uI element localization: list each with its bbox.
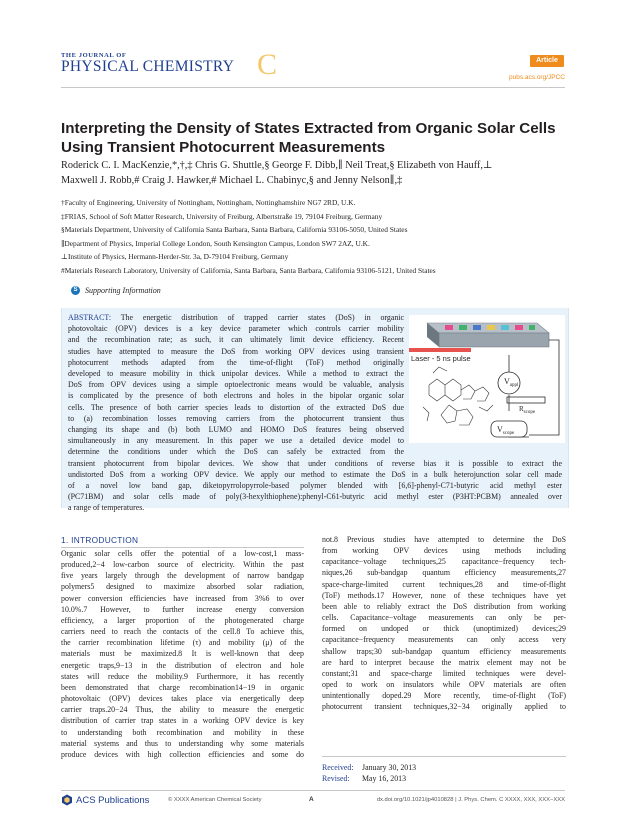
- page-number: A: [309, 796, 314, 803]
- body-line: carrier traps.20−24 Thus, the ability to measure the energetic: [61, 705, 304, 715]
- abstract-line: a range of temperatures.: [68, 503, 145, 513]
- affiliation: ‡FRIAS, School of Soft Matter Research, University of Freiburg, Albertstraße 19, 79104 Freiburg, Germany: [61, 211, 383, 221]
- abstract-label: ABSTRACT:: [68, 313, 112, 322]
- body-line: shallow traps;30 sub-bandgap quantum efficiency measurements: [322, 646, 566, 656]
- body-line: been demonstrated that charge recombination14−19 in organic: [61, 682, 304, 692]
- revised-date: May 16, 2013: [362, 774, 407, 784]
- author-list: [61, 159, 571, 188]
- laser-beam: [409, 348, 471, 352]
- body-line: oped to work on insulators while OPV materials are often: [322, 680, 566, 690]
- abstract-line: developed to measure mobility in thick unipolar devices. While a method to extract the: [68, 369, 404, 379]
- abstract-line: changing its shape and (b) both LUMO and HOMO DoS features being observed: [68, 425, 404, 435]
- body-line: from working OPV devices using methods including: [322, 546, 566, 556]
- molecule-structure: [423, 367, 493, 425]
- abstract-line: studies have attempted to measure the DoS from working OPV devices using transient: [68, 346, 404, 356]
- affiliation: †Faculty of Engineering, University of Nottingham, Nottingham, Nottinghamshire NG7 2RD, U.K.: [61, 198, 356, 207]
- copyright-notice: © XXXX American Chemical Society: [168, 797, 262, 803]
- body-line: are hard to interpret because the matrix element may not be: [322, 657, 566, 667]
- body-line: constant;31 and space-charge limited techniques were devel-: [322, 668, 566, 678]
- body-line: power conversion efficiencies have increased from 3%6 to over: [61, 593, 304, 603]
- body-line: unintentionally doped.29 More recently, time-of-flight (ToF): [322, 691, 566, 701]
- abstract-line: determine the conditions under which the DoS can safely be extracted from the: [68, 447, 404, 457]
- doi-link[interactable]: dx.doi.org/10.1021/jp4010828 | J. Phys. Chem. C XXXX, XXX, XXX−XXX: [376, 797, 565, 803]
- acs-hexagon-icon: [61, 794, 73, 806]
- body-line: efficiency, a larger proportion of the photogenerated charge: [61, 615, 304, 625]
- received-label: Received:: [322, 763, 354, 772]
- body-line: polymers5 designed to maximize absorbed solar radiation,: [61, 582, 304, 592]
- footer-divider: [61, 790, 565, 791]
- supporting-info-icon: S: [71, 286, 80, 295]
- journal-logo: [61, 48, 278, 82]
- body-line: material systems and thus to understanding why some materials: [61, 738, 304, 748]
- body-line: materials must be maximized.8 It is well-known that deep: [61, 649, 304, 659]
- acs-publications-logo[interactable]: [61, 794, 149, 806]
- journal-url-link[interactable]: pubs.acs.org/JPCC: [509, 74, 565, 81]
- affiliation: #Materials Research Laboratory, University of California, Santa Barbara, Santa Barbara, California 93106-5121, United States: [61, 265, 436, 275]
- abstract-line: (PC71BM) and solar cells made of poly(3-hexylthiophene):phenyl-C61-butyric acid methyl ester (P3HT:PCBM) annealed over: [68, 492, 562, 502]
- body-line: photocurrent transient techniques,32−34 originally applied to: [322, 702, 566, 712]
- body-column-right: [322, 534, 566, 713]
- supporting-information-link[interactable]: [71, 286, 161, 295]
- body-line: niques,26 sub-bandgap quantum efficiency measurements,27: [322, 568, 566, 578]
- received-date: January 30, 2013: [362, 763, 417, 772]
- body-line: states will reduce the mobility.9 Furthermore, it has recently: [61, 671, 304, 681]
- abstract-line: photovoltaic (OPV) devices is a key device parameter which controls carrier mobility: [68, 324, 404, 334]
- author-line: Roderick C. I. MacKenzie,*,†,‡ Chris G. Shuttle,§ George F. Dibb,∥ Neil Treat,§ Elizabeth von Hauff,⊥: [61, 160, 493, 171]
- body-line: formed on undoped or thick (unoptimized) devices;29: [322, 624, 566, 634]
- body-line: Organic solar cells offer the potential of a low-cost,1 mass-: [61, 549, 304, 558]
- resistor-label: $R_{scope}$: [519, 405, 536, 415]
- body-line: cells. Capacitance−voltage measurements can only be per-: [322, 613, 566, 623]
- body-line: to understanding both recombination and mobility in these: [61, 727, 304, 737]
- header-divider: [61, 87, 565, 88]
- body-line: five years largely through the development of narrow bandgap: [61, 571, 304, 581]
- body-line: not.8 Previous studies have attempted to determine the DoS: [322, 535, 566, 544]
- abstract-line: undistorted DoS from a working OPV device. We apply our method to estimate the DoS in a bulk heterojunction solar cell made: [68, 469, 562, 479]
- received-date-row: [322, 762, 566, 773]
- toc-graphic: [409, 315, 565, 443]
- supporting-info-label: Supporting Information: [85, 286, 161, 295]
- abstract-line: is complicated by the presence of both electrons and holes in the bipolar organic solar: [68, 391, 404, 401]
- body-line: produced,2−4 low-carbon source of electricity. Within the past: [61, 560, 304, 570]
- body-line: been able to reliably extract the DoS distribution from working: [322, 601, 566, 611]
- abstract-line: DoS from OPV devices using a simple optoelectronic means would be valuable, analysis: [68, 380, 404, 390]
- body-line: 10.0%.7 However, to further increase energy conversion: [61, 604, 304, 614]
- affiliation-list: [61, 196, 581, 277]
- device-front-face: [439, 333, 549, 347]
- revised-date-row: [322, 773, 566, 784]
- publication-dates: [322, 756, 566, 784]
- abstract-line: and the recombination rate; as such, it can ultimately limit device efficiency. Recent: [68, 335, 404, 345]
- body-column-left: [61, 548, 304, 760]
- article-type-badge: Article: [530, 55, 564, 67]
- body-line: space-charge-limited current techniques,28 and time-of-flight: [322, 579, 566, 589]
- laser-label: Laser - 5 ns pulse: [411, 354, 471, 363]
- affiliation: ∥Department of Physics, Imperial College London, South Kensington Campus, London SW7 2AZ, U.K.: [61, 238, 370, 248]
- body-line: capacitance−voltage techniques,25 capacitance−frequency tech-: [322, 557, 566, 567]
- abstract-line: to (a) recombination losses removing carriers from the photocurrent transient thus: [68, 413, 404, 423]
- body-line: the carrier recombination lifetime (τ) and mobility (μ) of the: [61, 638, 304, 648]
- body-line: capacitance−frequency measurements can only access very: [322, 635, 566, 645]
- journal-letter: C: [257, 48, 278, 81]
- abstract-line: photocurrent methods adapted from the time-of-flight (ToF) method originally: [68, 357, 404, 367]
- affiliation: ⊥Institute of Physics, Hermann-Herder-Str. 3a, D-79104 Freiburg, Germany: [61, 252, 289, 261]
- v-applied-label: $V_{appl}$: [504, 377, 519, 388]
- journal-name-top: THE JOURNAL OF: [61, 52, 127, 59]
- body-line: energetic traps,9−13 in the distribution of electron and hole: [61, 660, 304, 670]
- abstract-line: transient photocurrent from bipolar devices. We show that under conditions of reverse bias it is possible to extract the: [68, 458, 562, 468]
- revised-label: Revised:: [322, 774, 350, 784]
- body-line: photovoltaic (OPV) devices takes place via energetically deep: [61, 694, 304, 704]
- author-line: Maxwell J. Robb,# Craig J. Hawker,# Michael L. Chabinyc,§ and Jenny Nelson∥,‡: [61, 174, 403, 186]
- abstract-line: of a novel low band gap, diketopyrrolopyrrole-based polymer blended with [6,6]-phenyl-C71-butyric acid methyl ester: [68, 481, 562, 491]
- body-line: carriers need to reach the contacts of the cell.8 To achieve this,: [61, 627, 304, 637]
- v-scope-label: $V_{scope}$: [497, 425, 515, 436]
- affiliation: §Materials Department, University of California Santa Barbara, Santa Barbara, California 93106-5050, United States: [61, 225, 408, 234]
- abstract-line: ABSTRACT: The energetic distribution of trapped carrier states (DoS) in organic: [68, 313, 404, 322]
- body-line: distribution of carrier trap states in a working OPV device is key: [61, 716, 304, 726]
- journal-name-main: PHYSICAL CHEMISTRY: [61, 58, 235, 75]
- section-heading-introduction: 1. INTRODUCTION: [61, 535, 139, 545]
- abstract-line: cells. The presence of both carrier species leads to distortion of the extracted DoS due: [68, 402, 404, 412]
- body-line: produce devices with high collection efficiencies and some do: [61, 749, 304, 759]
- publisher-name: ACS Publications: [76, 794, 150, 806]
- abstract-line: simultaneously in any measurement. In this paper we use a detailed device model to: [68, 436, 404, 446]
- article-title: Interpreting the Density of States Extracted from Organic Solar Cells Using Transient Photocurrent Measurements: [61, 120, 556, 156]
- body-line: (ToF) methods.17 However, none of these techniques have yet: [322, 590, 566, 600]
